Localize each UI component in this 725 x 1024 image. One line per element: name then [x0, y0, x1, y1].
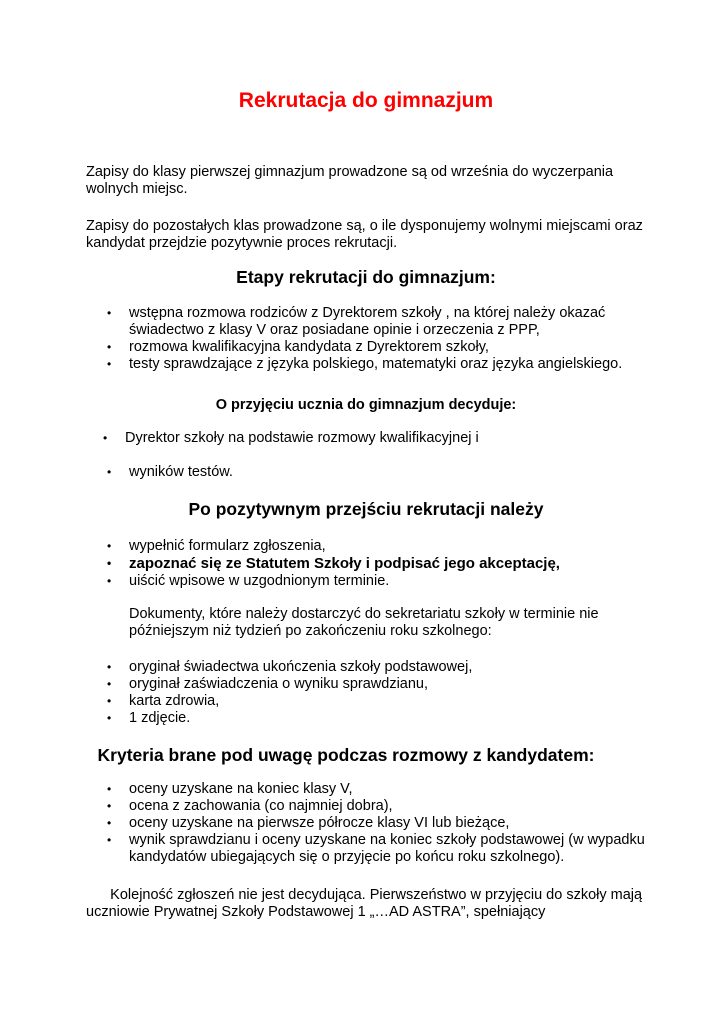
bullet-icon: •: [107, 833, 112, 847]
stages-list: [107, 305, 669, 373]
decision-list: [103, 430, 665, 447]
criteria-heading: Kryteria brane pod uwagę podczas rozmowy z kandydatem:: [97, 745, 595, 765]
list-item: • wynik sprawdzianu i oceny uzyskane na koniec szkoły podstawowej (w wypadku kandydatów ubiegających się o przyjęcie po końcu roku szkolnego).: [107, 832, 645, 865]
bullet-icon: •: [107, 465, 112, 479]
bullet-icon: •: [107, 816, 112, 830]
decision-list-2: [107, 464, 669, 481]
list-item: • wstępna rozmowa rodziców z Dyrektorem szkoły , na której należy okazać świadectwo z klasy V oraz posiadane opinie i orzeczenia z PPP,: [107, 305, 606, 338]
list-item: • uiścić wpisowe w uzgodnionym terminie.: [107, 573, 390, 589]
bullet-icon: •: [107, 556, 112, 570]
closing-paragraph: Kolejność zgłoszeń nie jest decydująca. Pierwszeństwo w przyjęciu do szkoły mają uczniowie Prywatnej Szkoły Podstawowej 1 „…AD ASTRA”, spełniający: [86, 887, 647, 920]
list-item: • 1 zdjęcie.: [107, 710, 191, 726]
bullet-icon: •: [107, 340, 112, 354]
bullet-icon: •: [107, 782, 112, 796]
documents-intro: Dokumenty, które należy dostarczyć do sekretariatu szkoły w terminie nie późniejszym niż tydzień po zakończeniu roku szkolnego:: [129, 606, 599, 639]
stages-heading: Etapy rekrutacji do gimnazjum:: [236, 267, 496, 287]
list-item: • oryginał świadectwa ukończenia szkoły podstawowej,: [107, 659, 473, 675]
list-item: • wypełnić formularz zgłoszenia,: [107, 538, 326, 554]
bullet-icon: •: [107, 711, 112, 725]
bullet-icon: •: [103, 431, 108, 445]
list-item: • zapoznać się ze Statutem Szkoły i podpisać jego akceptację,: [107, 555, 560, 572]
list-item: • oceny uzyskane na koniec klasy V,: [107, 781, 353, 797]
list-item: • rozmowa kwalifikacyjna kandydata z Dyrektorem szkoły,: [107, 339, 489, 355]
bullet-icon: •: [107, 574, 112, 588]
bullet-icon: •: [107, 306, 112, 320]
bullet-icon: •: [107, 539, 112, 553]
bullet-icon: •: [107, 799, 112, 813]
bullet-icon: •: [107, 660, 112, 674]
intro-paragraph-1: Zapisy do klasy pierwszej gimnazjum prowadzone są od września do wyczerpania wolnych miejsc.: [86, 164, 614, 197]
after-heading: Po pozytywnym przejściu rekrutacji należy: [188, 499, 544, 519]
list-item: • wyników testów.: [107, 464, 233, 480]
criteria-list: [107, 781, 674, 866]
documents-list: [107, 659, 669, 727]
list-item: • oceny uzyskane na pierwsze półrocze klasy VI lub bieżące,: [107, 815, 510, 831]
after-list: [107, 538, 669, 590]
list-item: • oryginał zaświadczenia o wyniku sprawdzianu,: [107, 676, 429, 692]
bullet-icon: •: [107, 694, 112, 708]
list-item: • karta zdrowia,: [107, 693, 220, 709]
bullet-icon: •: [107, 357, 112, 371]
intro-paragraph-2: Zapisy do pozostałych klas prowadzone są, o ile dysponujemy wolnymi miejscami oraz kandydat przejdzie pozytywnie proces rekrutacji.: [86, 218, 643, 251]
decision-heading: O przyjęciu ucznia do gimnazjum decyduje:: [215, 397, 517, 413]
bullet-icon: •: [107, 677, 112, 691]
list-item: • Dyrektor szkoły na podstawie rozmowy kwalifikacyjnej i: [103, 430, 479, 446]
list-item: • ocena z zachowania (co najmniej dobra),: [107, 798, 393, 814]
list-item: • testy sprawdzające z języka polskiego, matematyki oraz języka angielskiego.: [107, 356, 623, 372]
page-title: Rekrutacja do gimnazjum: [238, 89, 494, 112]
